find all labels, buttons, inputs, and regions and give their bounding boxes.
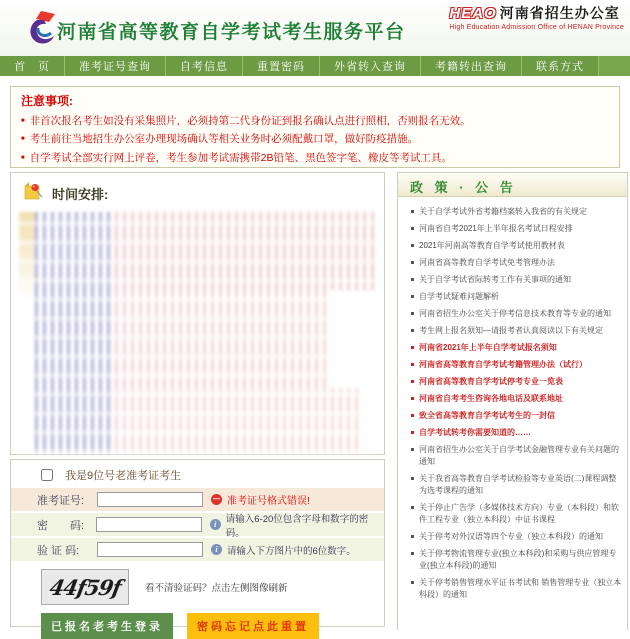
login-field-row: [11, 513, 384, 539]
notice-item: ■ 自学考试全部实行网上评卷，考生参加考试需携带2B铅笔、黑色签字笔、橡皮等考试工具。: [21, 149, 609, 167]
org-subtitle: High Education Admission Office of HENAN Province: [449, 24, 624, 31]
field-message-icon: [211, 494, 222, 505]
field-label: 验 证 码:: [37, 544, 80, 557]
captcha-text: 44f59f: [47, 574, 123, 600]
policy-list-item[interactable]: 致全省高等教育自学考试考生的一封信: [410, 410, 623, 422]
pushpin-icon: [23, 180, 44, 206]
captcha-hint: 看不清验证码？点击左侧图像刷新: [145, 583, 288, 594]
policy-list-item[interactable]: 河南省招生办公室关于自学考试金融管理专业有关问题的通知: [410, 444, 623, 468]
policy-list-item[interactable]: 关于我省高等教育自学考试检验等专业英语(二)课程调整为选考课程的通知: [410, 473, 623, 497]
policy-list-item[interactable]: 关于自学考试省际转考工作有关事项的通知: [410, 274, 623, 286]
policy-list-item[interactable]: 关于停考对外汉语等四个专业（独立本科段）的通知: [410, 531, 623, 543]
nav-item[interactable]: 首 页: [0, 56, 65, 76]
schedule-title: 时间安排:: [52, 186, 109, 202]
policy-panel: [397, 172, 628, 630]
login-field-row: [11, 538, 384, 561]
policy-list-item[interactable]: 河南省高等教育自学考试停考专业一览表: [410, 376, 623, 388]
policy-list-item[interactable]: 关于停考物流管理专业(独立本科段)和采购与供应管理专业(独立本科段)的通知: [410, 548, 623, 572]
policy-list-item[interactable]: 河南省自考2021年上半年报名考试日程安排: [410, 223, 623, 235]
field-label: 密 码:: [37, 519, 85, 532]
field-message: 准考证号格式错误!: [227, 496, 310, 507]
notice-item: ■ 非首次报名考生如没有采集照片，必须持第二代身份证到报名确认点进行照相，否则报名无效。: [21, 112, 609, 130]
field-message-icon: [211, 544, 222, 555]
nav-filler: [599, 56, 630, 76]
field-message: 请输入下方图片中的6位数字。: [227, 545, 356, 557]
policy-list: [398, 197, 627, 601]
button-row: [11, 605, 384, 639]
login-field-row: [11, 488, 384, 511]
field-input[interactable]: [96, 517, 202, 532]
page-title: 河南省高等教育自学考试考生服务平台: [57, 22, 406, 43]
captcha-row: [11, 563, 384, 605]
nav-item[interactable]: 自考信息: [166, 56, 243, 76]
policy-list-item[interactable]: 自学考试疑难问题解析: [410, 291, 623, 303]
nav-item[interactable]: 准考证号查询: [65, 56, 166, 76]
policy-list-item[interactable]: 河南省2021年上半年自学考试报名须知: [410, 342, 623, 354]
login-button[interactable]: 已报名老考生登录: [41, 613, 173, 639]
old-ticket-label: 我是9位号老准考证考生: [65, 470, 182, 482]
nav-item[interactable]: 外省转入查询: [320, 56, 421, 76]
field-input[interactable]: [97, 492, 203, 507]
old-ticket-checkbox[interactable]: [41, 469, 53, 481]
policy-list-item[interactable]: 关于自学考试外省考籍档案转入我省的有关规定: [410, 206, 623, 218]
login-panel: [10, 459, 385, 633]
notice-title: 注意事项:: [21, 94, 73, 108]
schedule-panel: [10, 172, 385, 455]
schedule-blurred-content: [19, 212, 376, 454]
nav-item[interactable]: 联系方式: [522, 56, 599, 76]
notice-item: ■ 考生前往当地招生办公室办理现场确认等相关业务时必须配戴口罩，做好防疫措施。: [21, 130, 609, 148]
page-header: [0, 0, 630, 56]
org-logo-block: [449, 3, 624, 31]
field-message-icon: [210, 519, 221, 530]
field-label: 准考证号:: [37, 494, 85, 507]
policy-list-item[interactable]: 关于停考销售管理水平证书考试和 销售管理专业（独立本科段）的通知: [410, 577, 623, 601]
policy-list-item[interactable]: 自学考试转考你需要知道的……: [410, 427, 623, 439]
policy-list-item[interactable]: 河南省高等教育自学考试免考管理办法: [410, 257, 623, 269]
main-nav: [0, 56, 630, 76]
reset-password-button[interactable]: 密码忘记点此重置: [187, 613, 319, 639]
policy-list-item[interactable]: 河南省招生办公室关于停考信息技术教育等专业的通知: [410, 308, 623, 320]
policy-list-item[interactable]: 考生网上报名须知—请报考者认真阅读以下有关规定: [410, 325, 623, 337]
heao-logo: HEAO: [449, 4, 497, 22]
policy-list-item[interactable]: 河南省自考考生咨询各地电话及联系地址: [410, 393, 623, 405]
field-input[interactable]: [97, 542, 203, 557]
org-name: 河南省招生办公室: [499, 5, 620, 21]
policy-list-item[interactable]: 河南省高等教育自学考试考籍管理办法（试行）: [410, 359, 623, 371]
policy-list-item[interactable]: 2021年河南高等教育自学考试使用教材表: [410, 240, 623, 252]
notice-box: [10, 86, 620, 168]
policy-title: 政 策 · 公 告: [398, 173, 627, 197]
field-message: 请输入6-20位包含字母和数字的密码。: [225, 513, 369, 539]
site-logo-icon: [27, 8, 57, 53]
nav-item[interactable]: 重置密码: [243, 56, 320, 76]
captcha-image[interactable]: [41, 569, 129, 605]
nav-item[interactable]: 考籍转出查询: [421, 56, 522, 76]
policy-list-item[interactable]: 关于停止广告学（多媒体技术方向）专业（本科段）和软件工程专业（独立本科段）中证书课程: [410, 502, 623, 526]
old-ticket-row: [11, 460, 384, 488]
